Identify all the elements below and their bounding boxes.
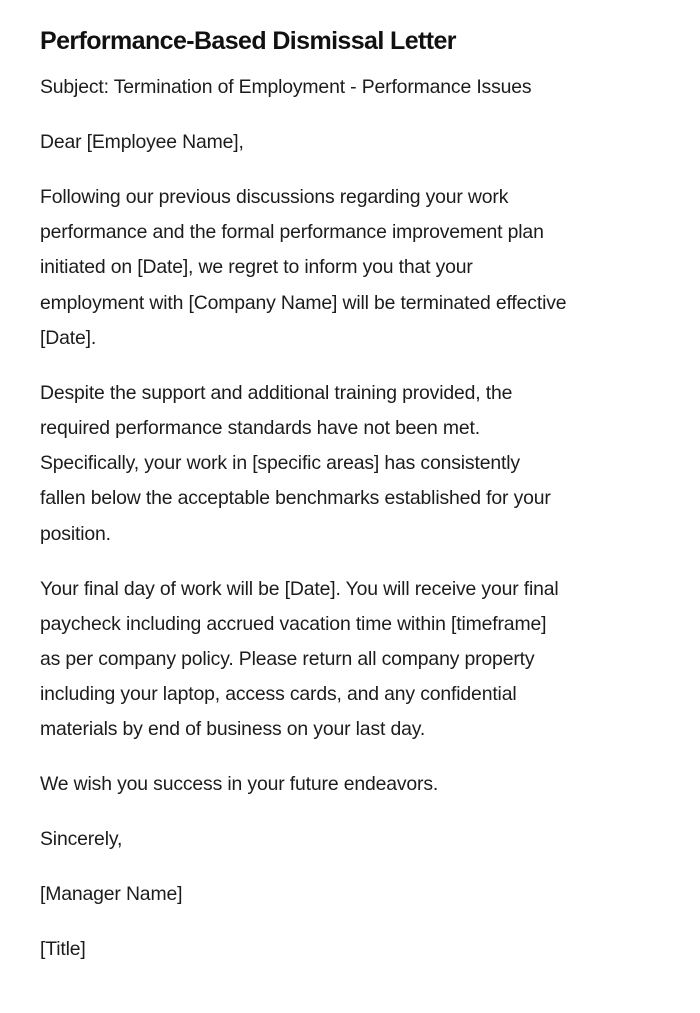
subject-line: Subject: Termination of Employment - Performance Issues [40,76,532,98]
paragraph-line: initiated on [Date], we regret to inform you that your [40,256,473,279]
paragraph-line: Specifically, your work in [specific areas] has consistently [40,452,520,475]
signoff: Sincerely, [40,828,123,851]
paragraph-line: as per company policy. Please return all company property [40,648,535,671]
paragraph-line: materials by end of business on your last day. [40,718,426,741]
document-title: Performance-Based Dismissal Letter [40,27,456,55]
signature-title: [Title] [40,938,86,961]
salutation: Dear [Employee Name], [40,131,244,153]
paragraph-line: position. [40,522,111,545]
paragraph-line: paycheck including accrued vacation time within [timeframe] [40,612,547,635]
paragraph-line: Following our previous discussions regarding your work [40,186,509,208]
paragraph-line: employment with [Company Name] will be terminated effective [40,291,567,314]
signature-name: [Manager Name] [40,883,183,906]
paragraph-line: performance and the formal performance improvement plan [40,221,544,244]
paragraph-performance-reasons [40,376,660,552]
paragraph-line: fallen below the acceptable benchmarks established for your [40,487,551,510]
closing-wish: We wish you success in your future endeavors. [40,773,439,796]
paragraph-line: [Date]. [40,326,97,349]
paragraph-line: Despite the support and additional training provided, the [40,381,513,404]
paragraph-final-day-details [40,572,660,748]
paragraph-line: required performance standards have not been met. [40,417,480,440]
paragraph-line: including your laptop, access cards, and any confidential [40,683,517,706]
paragraph-line: Your final day of work will be [Date]. You will receive your final [40,577,559,600]
paragraph-termination-notice [40,180,660,356]
